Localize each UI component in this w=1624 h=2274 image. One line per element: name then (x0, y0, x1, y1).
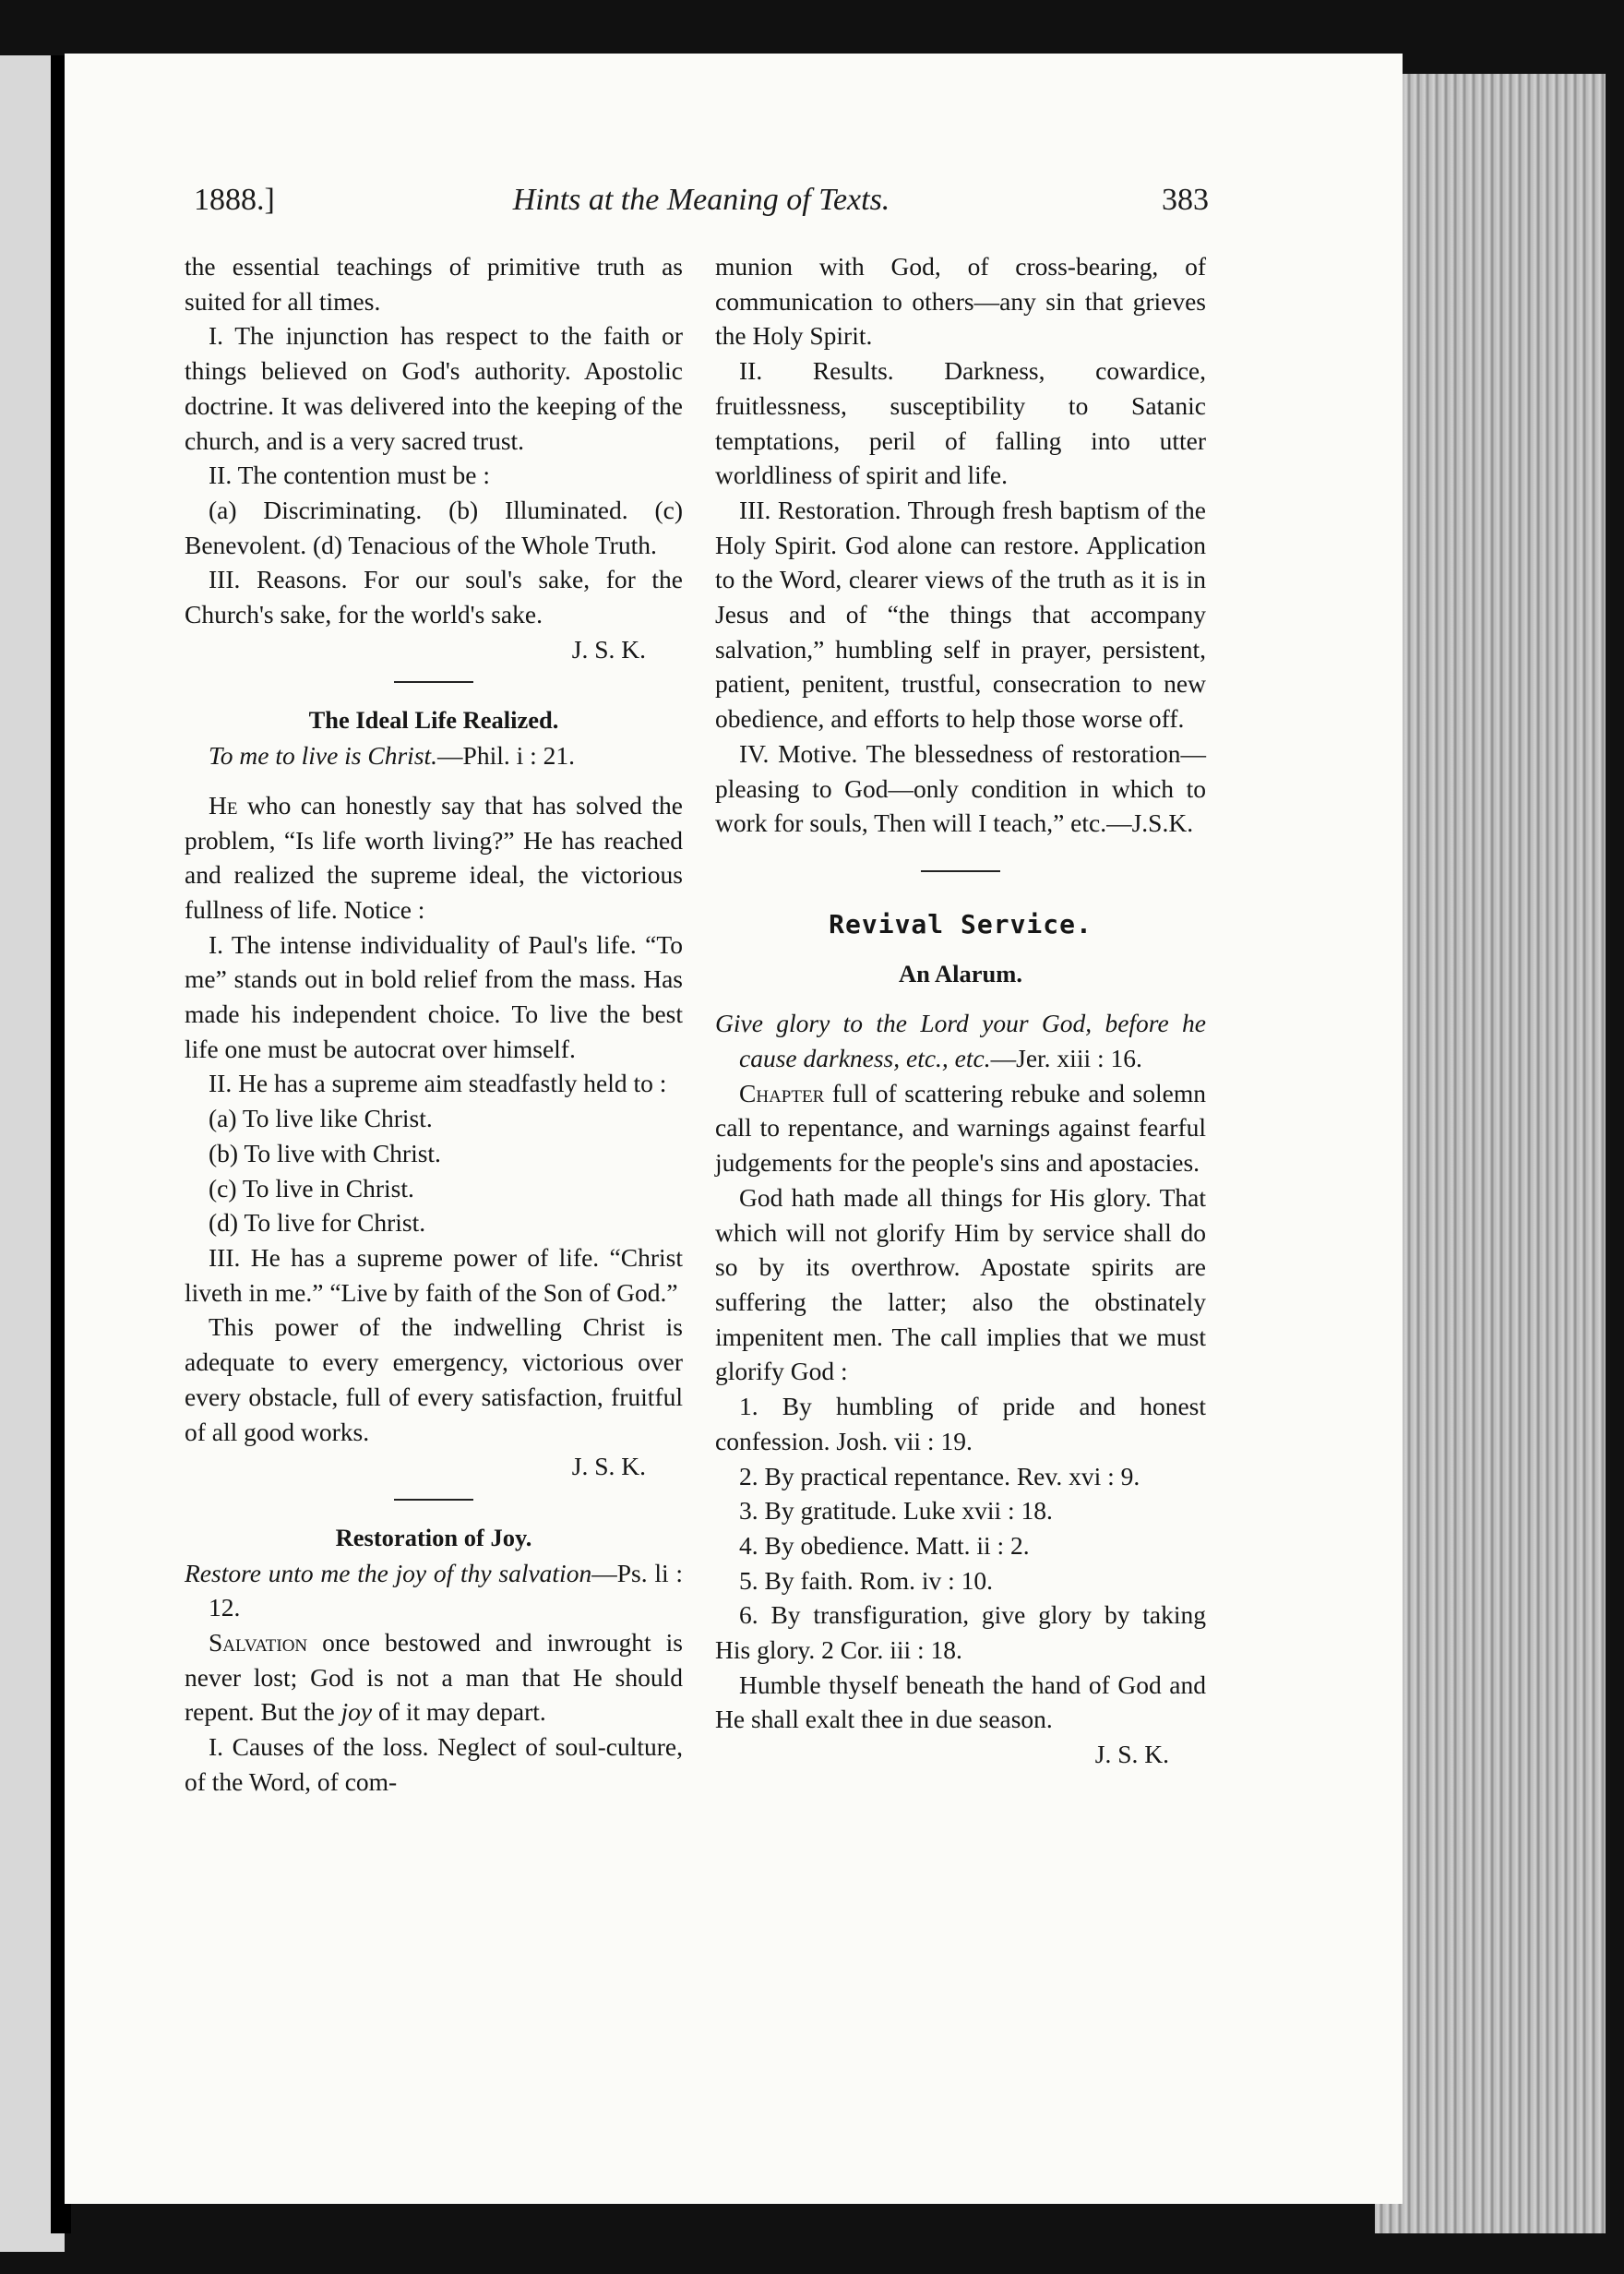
header-title: Hints at the Meaning of Texts. (512, 183, 890, 217)
paragraph: I. The intense individuality of Paul's life. “To me” stands out in bold relief from the mass. Has made his independent choice. To live the best life one must be autocrat over himself. (185, 929, 683, 1063)
signature: J. S. K. (571, 634, 646, 664)
scripture-text: To me to live is Christ.—Phil. i : 21. (209, 741, 576, 771)
continued-paragraph: munion with God, of cross-bearing, of communication to others—any sin that grieves the Holy Spirit. (715, 252, 1206, 351)
signature: J. S. K. (571, 1452, 646, 1481)
section-divider (394, 681, 473, 683)
running-header (194, 183, 1209, 229)
list-item: (b) To live with Christ. (209, 1138, 441, 1167)
paragraph: IV. Motive. The blessedness of restoration—pleasing to God—only condition in which to work for souls, Then will I teach,” etc.—J.S.K. (715, 738, 1206, 838)
section-heading: An Alarum. (899, 959, 1022, 987)
paragraph: He who can honestly say that has solved the problem, “Is life worth living?” He has reached and realized the supreme ideal, the victorious fullness of life. Notice : (185, 790, 683, 924)
left-column (185, 249, 683, 1800)
scripture-text: Restore unto me the joy of thy salvation—Ps. li : 12. (185, 1558, 683, 1622)
section-divider (921, 870, 1000, 872)
list-item: (a) To live like Christ. (209, 1104, 433, 1133)
list-item: 1. By humbling of pride and honest confession. Josh. vii : 19. (715, 1392, 1206, 1455)
signature: J. S. K. (1094, 1740, 1169, 1769)
paragraph: II. He has a supreme aim steadfastly held to : (209, 1069, 667, 1098)
paragraph: God hath made all things for His glory. That which will not glorify Him by service shall do so by its overthrow. Apostate spirits are suffering the latter; also the obstinately impenitent men. The call implies that we must glorify God : (715, 1182, 1206, 1386)
header-year: 1888.] (194, 183, 275, 217)
paragraph: Salvation once bestowed and inwrought is never lost; God is not a man that He should repent. But the joy of it may depart. (185, 1628, 683, 1727)
list-item: (d) To live for Christ. (209, 1208, 426, 1238)
paragraph: III. He has a supreme power of life. “Christ liveth in me.” “Live by faith of the Son of God.” (185, 1242, 683, 1307)
section-divider (394, 1499, 473, 1501)
paragraph: II. The contention must be : (209, 461, 490, 490)
paragraph: Humble thyself beneath the hand of God and He shall exalt thee in due season. (715, 1670, 1206, 1734)
paragraph: III. Restoration. Through fresh baptism of the Holy Spirit. God alone can restore. Application to the Word, clearer views of the truth as it is in Jesus and of “the things that accompany salvation,” humbling self in prayer, persistent, patient, penitent, trustful, consecration to new obedience, and efforts to help those worse off. (715, 495, 1206, 734)
section-title: Revival Service. (829, 908, 1093, 940)
list-item: 5. By faith. Rom. iv : 10. (739, 1565, 993, 1595)
list-item: 3. By gratitude. Luke xvii : 18. (739, 1496, 1053, 1526)
list-item: 6. By transfiguration, give glory by taking His glory. 2 Cor. iii : 18. (715, 1600, 1206, 1665)
paragraph: III. Reasons. For our soul's sake, for the Church's sake, for the world's sake. (185, 565, 683, 629)
page-number: 383 (1162, 183, 1209, 217)
paragraph: II. Results. Darkness, cowardice, fruitlessness, susceptibility to Satanic temptations, peril of falling into utter worldliness of spirit and life. (715, 356, 1206, 490)
list-item: 4. By obedience. Matt. ii : 2. (739, 1530, 1030, 1560)
section-heading: Restoration of Joy. (335, 1523, 532, 1551)
list-item: (c) To live in Christ. (209, 1173, 414, 1203)
right-column (715, 249, 1206, 1772)
paragraph: This power of the indwelling Christ is adequate to every emergency, victorious over every obstacle, full of every satisfaction, fruitful of all good works. (185, 1312, 683, 1446)
section-heading: The Ideal Life Realized. (308, 706, 559, 735)
paragraph: I. Causes of the loss. Neglect of soul-culture, of the Word, of com- (185, 1732, 683, 1796)
scripture-text: Give glory to the Lord your God, before he cause darkness, etc., etc.—Jer. xiii : 16. (715, 1009, 1206, 1073)
list-item: 2. By practical repentance. Rev. xvi : 9. (739, 1461, 1140, 1490)
paragraph: Chapter full of scattering rebuke and solemn call to repentance, and warnings against fearful judgements for the people's sins and apostacies. (715, 1078, 1206, 1178)
paragraph: I. The injunction has respect to the faith or things believed on God's authority. Apostolic doctrine. It was delivered into the keeping of the church, and is a very sacred trust. (185, 321, 683, 455)
paragraph: (a) Discriminating. (b) Illuminated. (c) Benevolent. (d) Tenacious of the Whole Truth. (185, 495, 683, 559)
intro-paragraph: the essential teachings of primitive truth as suited for all times. (185, 252, 683, 316)
page-edges (1375, 74, 1606, 2233)
